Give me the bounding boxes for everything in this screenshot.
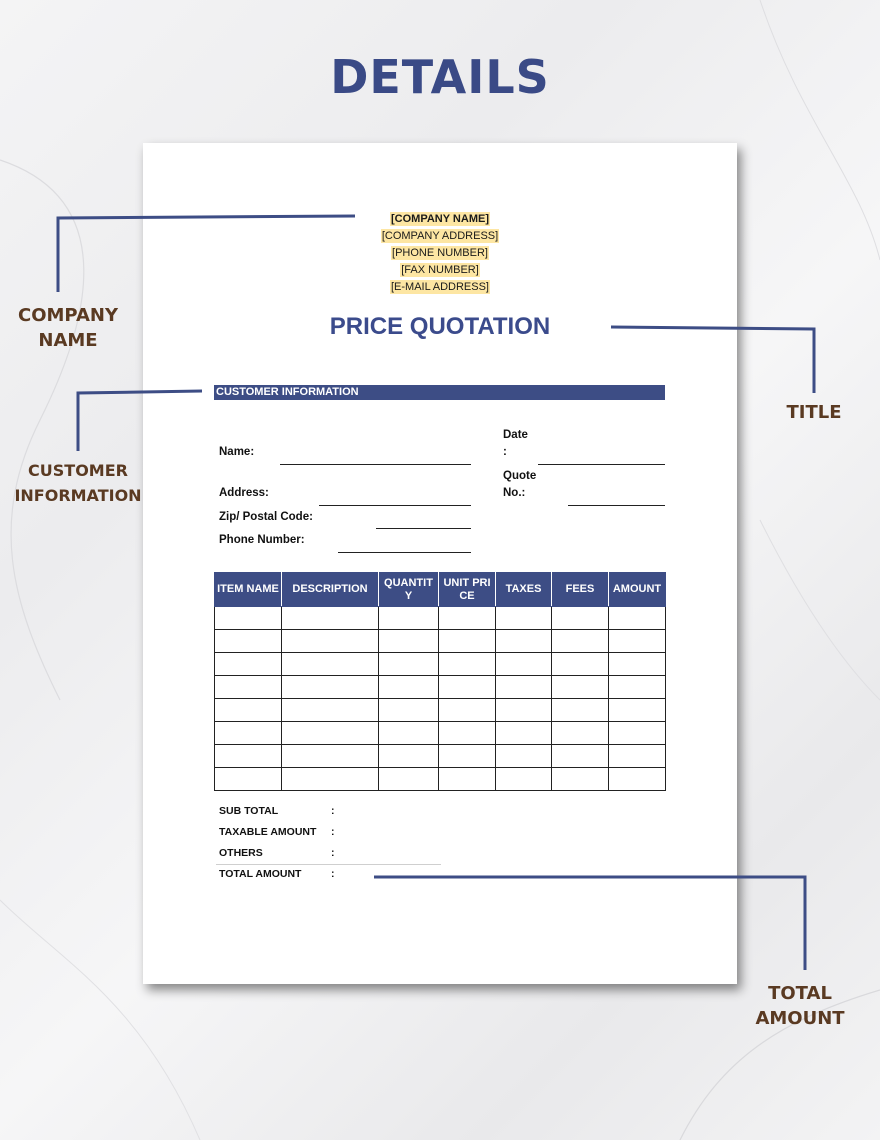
table-row bbox=[215, 630, 666, 653]
table-cell[interactable] bbox=[496, 745, 552, 768]
table-cell[interactable] bbox=[282, 722, 379, 745]
table-cell[interactable] bbox=[439, 745, 496, 768]
col-fees: FEES bbox=[552, 573, 609, 607]
phone-field[interactable] bbox=[338, 552, 471, 553]
table-cell[interactable] bbox=[379, 607, 439, 630]
table-cell[interactable] bbox=[552, 699, 609, 722]
table-cell[interactable] bbox=[282, 745, 379, 768]
table-cell[interactable] bbox=[552, 607, 609, 630]
table-cell[interactable] bbox=[215, 699, 282, 722]
table-cell[interactable] bbox=[496, 653, 552, 676]
callout-customer-line2: INFORMATION bbox=[14, 486, 142, 505]
table-cell[interactable] bbox=[496, 630, 552, 653]
table-cell[interactable] bbox=[552, 676, 609, 699]
table-cell[interactable] bbox=[609, 745, 666, 768]
table-cell[interactable] bbox=[282, 607, 379, 630]
others-colon: : bbox=[331, 847, 335, 859]
table-cell[interactable] bbox=[609, 676, 666, 699]
table-cell[interactable] bbox=[379, 745, 439, 768]
document-title: PRICE QUOTATION bbox=[329, 313, 551, 340]
date-field[interactable] bbox=[538, 464, 665, 465]
table-cell[interactable] bbox=[379, 653, 439, 676]
date-colon: : bbox=[503, 446, 507, 458]
callout-title-line1: TITLE bbox=[786, 402, 842, 423]
col-description: DESCRIPTION bbox=[282, 573, 379, 607]
callout-total-line2: AMOUNT bbox=[755, 1008, 845, 1029]
table-cell[interactable] bbox=[282, 653, 379, 676]
totals-divider bbox=[216, 864, 441, 865]
subtotal-colon: : bbox=[331, 805, 335, 817]
taxable-amount-colon: : bbox=[331, 826, 335, 838]
total-amount-label: TOTAL AMOUNT bbox=[219, 868, 302, 880]
callout-company-name-line2: NAME bbox=[38, 330, 98, 351]
zip-field[interactable] bbox=[376, 528, 471, 529]
table-cell[interactable] bbox=[496, 699, 552, 722]
table-cell[interactable] bbox=[282, 630, 379, 653]
col-quantity: QUANTITY bbox=[379, 573, 439, 607]
items-table bbox=[214, 572, 666, 791]
address-label: Address: bbox=[219, 487, 269, 499]
col-item-name: ITEM NAME bbox=[215, 573, 282, 607]
col-unit-price: UNIT PRICE bbox=[439, 573, 496, 607]
total-amount-colon: : bbox=[331, 868, 335, 880]
zip-label: Zip/ Postal Code: bbox=[219, 511, 313, 523]
table-cell[interactable] bbox=[282, 768, 379, 791]
table-cell[interactable] bbox=[439, 722, 496, 745]
col-taxes: TAXES bbox=[496, 573, 552, 607]
table-cell[interactable] bbox=[609, 722, 666, 745]
table-cell[interactable] bbox=[439, 676, 496, 699]
callout-company-name-line1: COMPANY bbox=[18, 305, 118, 326]
table-row bbox=[215, 676, 666, 699]
table-row bbox=[215, 722, 666, 745]
quote-no-label: No.: bbox=[503, 487, 526, 499]
callout-title bbox=[764, 400, 864, 425]
table-cell[interactable] bbox=[215, 630, 282, 653]
table-row bbox=[215, 768, 666, 791]
table-cell[interactable] bbox=[609, 768, 666, 791]
company-phone: [PHONE NUMBER] bbox=[392, 247, 488, 259]
page-heading: DETAILS bbox=[330, 50, 550, 104]
table-cell[interactable] bbox=[215, 607, 282, 630]
table-header-row bbox=[215, 573, 666, 607]
table-cell[interactable] bbox=[552, 768, 609, 791]
table-row bbox=[215, 699, 666, 722]
table-cell[interactable] bbox=[439, 699, 496, 722]
quotation-sheet bbox=[143, 143, 737, 984]
phone-label: Phone Number: bbox=[219, 534, 305, 546]
table-cell[interactable] bbox=[496, 768, 552, 791]
table-cell[interactable] bbox=[496, 607, 552, 630]
col-amount: AMOUNT bbox=[609, 573, 666, 607]
callout-total-line1: TOTAL bbox=[768, 983, 832, 1004]
callout-total-amount bbox=[745, 981, 855, 1031]
table-cell[interactable] bbox=[379, 699, 439, 722]
table-cell[interactable] bbox=[439, 607, 496, 630]
address-field[interactable] bbox=[319, 505, 471, 506]
table-cell[interactable] bbox=[379, 722, 439, 745]
table-cell[interactable] bbox=[439, 630, 496, 653]
table-cell[interactable] bbox=[609, 607, 666, 630]
table-cell[interactable] bbox=[552, 722, 609, 745]
table-cell[interactable] bbox=[439, 653, 496, 676]
table-cell[interactable] bbox=[552, 653, 609, 676]
table-cell[interactable] bbox=[282, 699, 379, 722]
table-cell[interactable] bbox=[609, 699, 666, 722]
table-cell[interactable] bbox=[215, 745, 282, 768]
taxable-amount-label: TAXABLE AMOUNT bbox=[219, 826, 317, 838]
date-label: Date bbox=[503, 429, 528, 441]
company-address: [COMPANY ADDRESS] bbox=[381, 230, 499, 242]
customer-info-bar: CUSTOMER INFORMATION bbox=[214, 385, 665, 400]
table-cell[interactable] bbox=[496, 722, 552, 745]
company-email: [E-MAIL ADDRESS] bbox=[390, 281, 489, 293]
table-cell[interactable] bbox=[215, 768, 282, 791]
table-cell[interactable] bbox=[552, 745, 609, 768]
subtotal-label: SUB TOTAL bbox=[219, 805, 279, 817]
quote-no-field[interactable] bbox=[568, 505, 665, 506]
table-row bbox=[215, 653, 666, 676]
table-cell[interactable] bbox=[496, 676, 552, 699]
company-fax: [FAX NUMBER] bbox=[401, 264, 479, 276]
others-label: OTHERS bbox=[219, 847, 263, 859]
name-field[interactable] bbox=[280, 464, 471, 465]
callout-customer-line1: CUSTOMER bbox=[28, 461, 128, 480]
table-cell[interactable] bbox=[215, 676, 282, 699]
table-cell[interactable] bbox=[379, 768, 439, 791]
quote-label: Quote bbox=[503, 470, 537, 482]
callout-customer-information bbox=[5, 458, 151, 508]
table-cell[interactable] bbox=[609, 653, 666, 676]
table-row bbox=[215, 745, 666, 768]
table-row bbox=[215, 607, 666, 630]
table-cell[interactable] bbox=[379, 630, 439, 653]
callout-company-name bbox=[8, 303, 128, 353]
table-cell[interactable] bbox=[439, 768, 496, 791]
name-label: Name: bbox=[219, 446, 255, 458]
table-cell[interactable] bbox=[552, 630, 609, 653]
table-cell[interactable] bbox=[215, 653, 282, 676]
table-cell[interactable] bbox=[215, 722, 282, 745]
company-name: [COMPANY NAME] bbox=[391, 213, 489, 225]
table-cell[interactable] bbox=[609, 630, 666, 653]
table-cell[interactable] bbox=[379, 676, 439, 699]
table-cell[interactable] bbox=[282, 676, 379, 699]
